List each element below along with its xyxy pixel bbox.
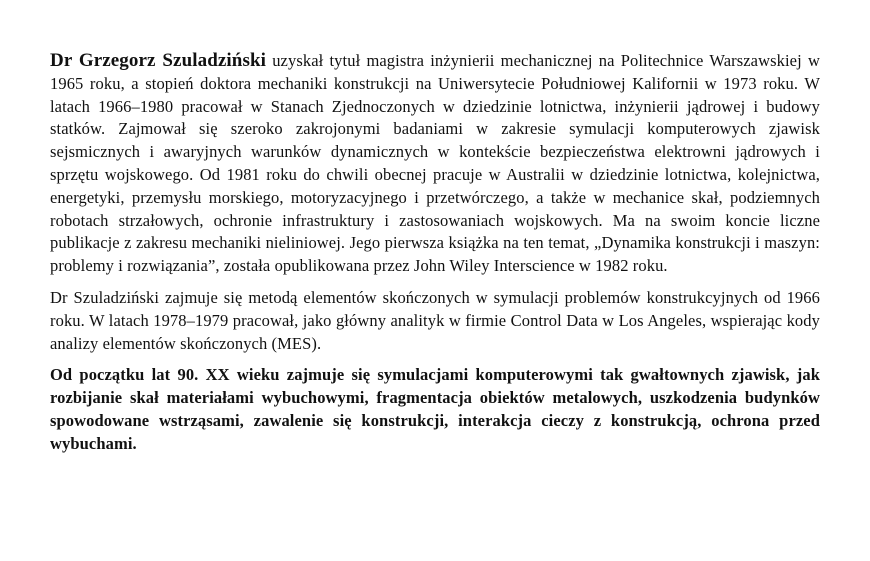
bio-paragraph-2: Dr Szuladziński zajmuje się metodą elementów skończonych w symulacji problemów konstrukcyjnych od 1966 roku. W latach 1978–1979 pracował, jako główny analityk w firmie Control Data w Los Angeles, wspierając kody analizy elementów skończonych (MES). bbox=[50, 287, 820, 353]
document-body bbox=[50, 50, 820, 465]
bio-paragraph-3: Od początku lat 90. XX wieku zajmuje się symulacjami komputerowymi tak gwałtownych zjawisk, jak rozbijanie skał materiałami wybuchowymi, fragmentacja obiektów metalowych, uszkodzenia budynków spowodowane wstrząsami, zawalenie się konstrukcji, interakcja cieczy z konstrukcją, ochrona przed wybuchami. bbox=[50, 365, 820, 453]
bio-paragraph-1-text: uzyskał tytuł magistra inżynierii mechanicznej na Politechnice Warszawskiej w 1965 roku, a stopień doktora mechaniki konstrukcji na Uniwersytecie Południowej Kalifornii w 1973 roku. W latach 1966–1980 pracował w Stanach Zjednoczonych w dziedzinie lotnictwa, inżynierii jądrowej i budowy statków. Zajmował się szeroko zakrojonymi badaniami w zakresie symulacji komputerowych zjawisk sejsmicznych i awaryjnych warunków dynamicznych w kontekście bezpieczeństwa elektrowni jądrowych i sprzętu wojskowego. Od 1981 roku do chwili obecnej pracuje w Australii w dziedzinie lotnictwa, kolejnictwa, energetyki, przemysłu morskiego, motoryzacyjnego i przetwórczego, a także w mechanice skał, podziemnych robotach strzałowych, ochronie infrastruktury i zastosowaniach wojskowych. Ma na swoim koncie liczne publikacje z zakresu mechaniki nieliniowej. Jego pierwsza książka na ten temat, „Dynamika konstrukcji i maszyn: problemy i rozwiązania”, została opublikowana przez John Wiley Interscience w 1982 roku. bbox=[50, 51, 820, 276]
bio-paragraph-1 bbox=[50, 50, 820, 278]
author-name: Dr Grzegorz Szuladziński bbox=[50, 50, 267, 71]
